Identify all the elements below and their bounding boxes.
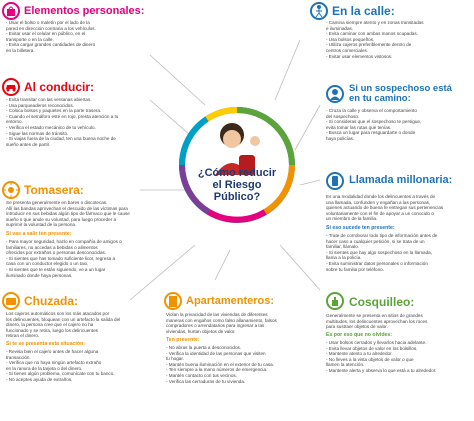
connector-elementos (150, 55, 205, 105)
sospechoso-line: haya policías. (326, 135, 355, 141)
phone-icon (326, 172, 344, 190)
conducir-line: - Usa parqueaderos reconocidos. (6, 102, 74, 108)
millonaria-tip: - Si sientes que hay algo sospechoso en la llamada, (326, 249, 432, 255)
millonaria-tip: llama a la policía. (326, 255, 362, 261)
apartamenteros-tip: - Ten siempre a la mano números de emergencia. (166, 367, 268, 373)
elementos-line: en la billetera. (6, 47, 35, 53)
millonaria-body (326, 194, 443, 222)
tomasera-body (6, 200, 130, 228)
cosquilleo-tip: - No lleves a la vista objetos de valor o que (326, 356, 414, 362)
elementos-line: pared en dirección contraria a los vehículos. (6, 25, 96, 31)
millonaria-title: Llamada millonaria: (349, 174, 453, 186)
millonaria-subtitle: Si eso sucede ten presente: (326, 225, 395, 231)
building-icon (164, 292, 182, 310)
chuzada-tip: - No aceptes ayuda de extraños. (6, 376, 73, 382)
apartamenteros-line: maneras con engaños como falso allanamiento, falsos (166, 317, 277, 323)
connector-cosquilleo (280, 245, 320, 290)
connector-sospechoso (295, 105, 320, 150)
center-ring (177, 105, 297, 225)
sospechoso-line: - Cruza la calle y observa el comportamiento (326, 108, 417, 113)
apartamenteros-tip: tu hogar. (166, 356, 184, 362)
cosquilleo-tip: - Mantente alerta y observa lo que está a tu alrededor. (326, 367, 437, 373)
chuzada-tips (6, 349, 115, 383)
chuzada-line: Los cajeros automáticos son los más atacados por (6, 311, 110, 316)
card-icon (2, 292, 20, 310)
apartamenteros-tip: - Verifica las cerraduras de tu vivienda. (166, 378, 246, 384)
sospechoso-title (349, 84, 452, 104)
tomasera-line: Allí las bandas aprovechan el descuido de las víctimas para (6, 205, 128, 211)
cosquilleo-body (326, 313, 427, 330)
apartamenteros-title: Apartamenteros: (186, 295, 275, 307)
conducir-line: - Sigue las normas de tránsito. (6, 130, 69, 136)
cosquilleo-tip: llamen la atención. (326, 362, 365, 368)
conducir-body (6, 97, 118, 147)
conducir-line: - Verifica el estado mecánico de tu vehículo. (6, 124, 96, 130)
calle-line: - Utiliza cajeros preferiblemente dentro de (326, 42, 412, 48)
connector-millonaria (300, 180, 320, 185)
chuzada-title: Chuzada: (24, 294, 78, 308)
apartamenteros-tip: - No abras la puerta a desconocidos. (166, 345, 242, 350)
elementos-line: - Evita cargar grandes cantidades de dinero (6, 42, 96, 48)
cosquilleo-tip: - Evita llevar objetos de valor en los bolsillos. (326, 345, 418, 351)
cosquilleo-subtitle: Es por eso que no olvides: (326, 332, 393, 338)
cosquilleo-line: para sustraer objetos de valor. (326, 324, 388, 330)
connector-apartamenteros (215, 250, 230, 280)
chuzada-tip: - Verifica que no haya ningún artefacto extraño (6, 360, 102, 366)
hand-icon (326, 292, 344, 310)
connector-chuzada (130, 245, 195, 300)
calle-line: - Evita caminar con ambas manos ocupadas. (326, 31, 418, 37)
elementos-title: Elementos personales: (24, 5, 145, 17)
chuzada-tip: - Revisa bien el cajero antes de hacer alguna (6, 349, 99, 354)
conducir-line: - Coloca bolsos y paquetes en la parte trasera. (6, 108, 102, 114)
tomasera-line: suprimir la voluntad de la persona. (6, 222, 77, 228)
conducir-line: entorno. (6, 119, 23, 125)
sospechoso-line: del sospechoso. (326, 113, 360, 119)
cosquilleo-tip: - Usar bolsos cerrados y llevarlos hacia adelante. (326, 340, 427, 345)
apartamenteros-subtitle: Ten presente: (166, 337, 200, 343)
sun-icon (2, 181, 20, 199)
calle-body (326, 20, 424, 59)
elementos-line: - Usar el bolso o maletín por el lado de la (6, 20, 90, 25)
chuzada-line: dinero, la persona cree que el cajero no ha (6, 322, 94, 328)
tomasera-tip: casa con un conductor elegido o un taxi. (6, 261, 89, 267)
tomasera-line: introducir en sus bebidas algún tipo de fármaco que le cause (6, 211, 130, 217)
calle-line: - Camina siempre atento y en zonas transitadas (326, 20, 424, 25)
sospechoso-line: - Si consideras que el sospechoso te persigue, (326, 119, 422, 125)
cosquilleo-line: multitudes, los delincuentes aprovechan los roces (326, 318, 428, 324)
tomasera-tip: - Si sientes que has tomado suficiente licor, regresa a (6, 255, 116, 261)
millonaria-tip: familiar, llámalo. (326, 244, 359, 250)
calle-line: - Usa bolsos pequeños. (326, 36, 375, 42)
tomasera-tip: - Para mayor seguridad, hazlo en compañía de amigos o (6, 239, 122, 244)
calle-line: e iluminadas. (326, 25, 354, 31)
millonaria-line: voluntariamente con el fin de apoyar a un conocido o (326, 210, 434, 216)
tomasera-line: Se presenta generalmente en bares o discotecas. (6, 200, 108, 205)
tomasera-line: sueño o que anule su voluntad, para luego proceder a (6, 216, 117, 222)
center-title-line-3: Público? (213, 191, 261, 203)
millonaria-tip: sobre tu familia por teléfono. (326, 266, 384, 272)
center-graphic (177, 105, 297, 225)
chuzada-tip: en la ranura de la tarjeta o del dinero. (6, 365, 83, 371)
conducir-line: - Si viajas fuera de la ciudad, ten una buena noche de (6, 136, 116, 142)
apartamenteros-tips (166, 345, 274, 384)
conducir-title: Al conducir: (24, 80, 95, 94)
tomasera-tip: iluminado donde haya personas. (6, 272, 73, 278)
chuzada-tip: - Si tienes algún problema, comunícate con tu banco. (6, 371, 115, 377)
sospechoso-title-line-1: Si un sospechoso está (349, 83, 452, 94)
millonaria-tip: - Trate de corroborar todo tipo de información antes de (326, 233, 438, 238)
tomasera-tip: familiares, no accedas a bebidas o alimentos (6, 244, 98, 250)
apartamenteros-line: viviendas, hurtan objetos de valor. (166, 328, 236, 334)
sospechoso-line: - Busca un lugar para resguardarte o donde (326, 130, 416, 136)
millonaria-tip: hacer caso a cualquier petición, si se trata de un (326, 238, 425, 244)
suspect-icon (326, 85, 344, 103)
millonaria-line: una llamada, confunden y engañan a las personas, (326, 199, 431, 205)
apartamenteros-tip: - Mantén contacto con tus vecinos. (166, 372, 237, 378)
millonaria-line: Es una modalidad donde los delincuentes a través de (326, 194, 436, 199)
millonaria-line: un miembro de la familia. (326, 216, 378, 222)
tomasera-subtitle: Si vas a salir ten presente: (6, 231, 72, 237)
connector-calle (275, 40, 300, 100)
center-title-line-1: ¿Cómo reducir (197, 167, 277, 179)
sospechoso-body (326, 108, 421, 142)
chuzada-tip: transacción. (6, 354, 31, 360)
apartamenteros-tip: - Mantén buena iluminación en el exterior de tu casa. (166, 361, 275, 367)
walking-person-icon (310, 2, 328, 20)
apartamenteros-line: Violan la privacidad de las viviendas de diferentes (166, 312, 268, 317)
cosquilleo-tip: - Mantente atento a tu alrededor. (326, 351, 393, 357)
cosquilleo-tips (326, 340, 436, 374)
tomasera-tip: ofrecidos por extraños o personas desconocidas. (6, 250, 107, 256)
conducir-line: - Evita transitar con las ventanas abiertas. (6, 97, 92, 102)
elementos-body (6, 20, 96, 54)
center-title-line-2: el Riesgo (212, 179, 262, 191)
tomasera-tips (6, 239, 122, 278)
conducir-line: sueño antes de partir. (6, 141, 51, 147)
calle-title: En la calle: (332, 4, 395, 18)
apartamenteros-body (166, 312, 277, 334)
handbag-icon (2, 2, 20, 20)
elementos-line: - Evitar usar el celular en público, en el (6, 31, 86, 37)
cosquilleo-line: Generalmente se presenta en sitios de grandes (326, 313, 423, 318)
sospechoso-title-line-2: en tu camino: (349, 93, 411, 104)
tomasera-title: Tomasera: (24, 183, 84, 197)
chuzada-line: funcionado y se retira, luego los delincuentes (6, 327, 98, 333)
millonaria-tips (326, 233, 437, 272)
tomasera-tip: - Si sientes que te están siguiendo, ve a un lugar (6, 266, 106, 272)
millonaria-tip: - Evita suministrar datos personales o información (326, 260, 428, 266)
chuzada-line: los delincuentes, bloquean con un artefacto la salida del (6, 316, 121, 322)
calle-line: - Evitar usar elementos vistosos. (326, 53, 393, 59)
chuzada-body (6, 311, 120, 339)
chuzada-subtitle: Si te se presenta esta situación: (6, 341, 85, 347)
apartamenteros-line: compradores o arrendatarios para ingresar a las (166, 323, 265, 329)
cosquilleo-title: Cosquilleo: (349, 295, 415, 309)
chuzada-line: retiran el dinero. (6, 333, 40, 339)
elementos-line: transporte o en la calle. (6, 36, 54, 42)
millonaria-line: quienes actuando de buena fe entregan sus pertenencias (326, 205, 444, 211)
conducir-line: - Cuando el semáforo esté en rojo, presta atención a tu (6, 113, 119, 119)
calle-line: centros comerciales. (326, 47, 369, 53)
apartamenteros-tip: - Verifica la identidad de las personas que visiten (166, 350, 266, 356)
car-icon (2, 78, 20, 96)
sospechoso-line: evita tomar las rutas que tenías. (326, 124, 392, 130)
